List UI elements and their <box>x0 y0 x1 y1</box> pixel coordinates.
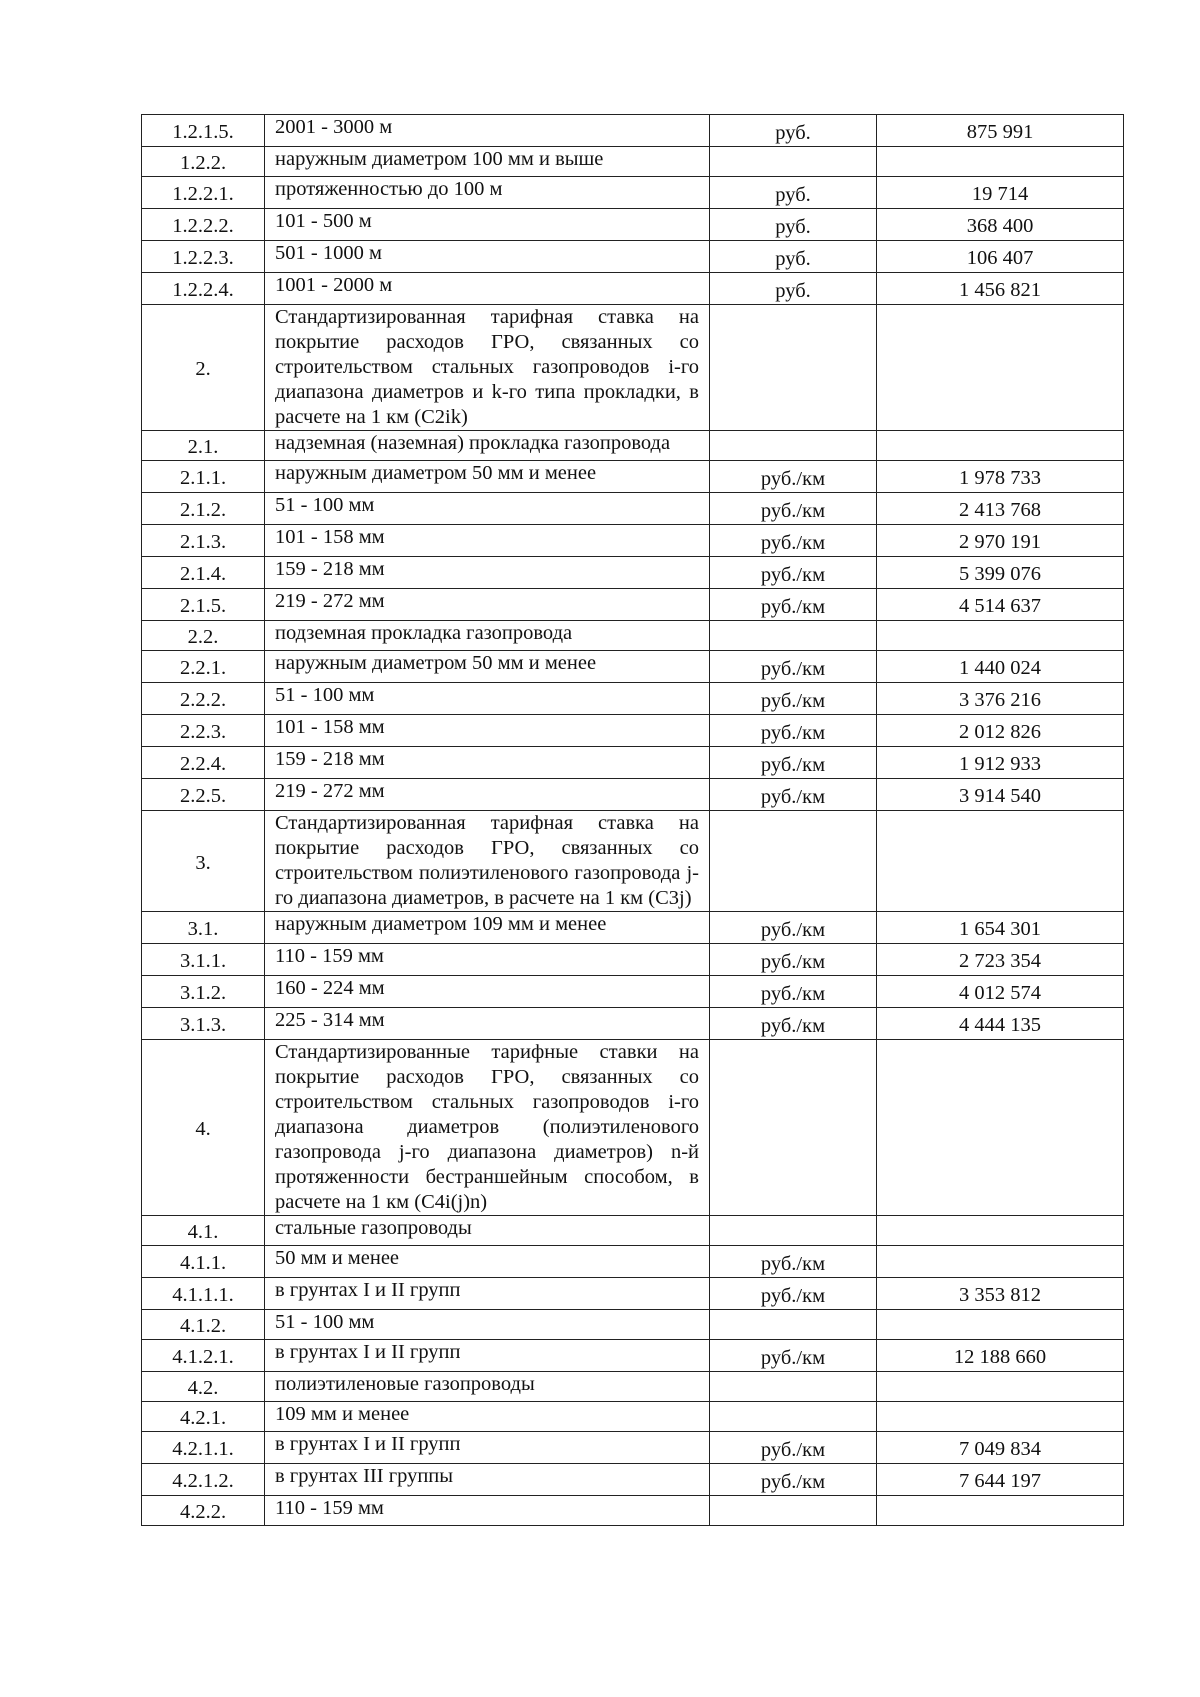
row-unit-cell <box>710 1310 877 1340</box>
row-unit-cell: руб. <box>710 177 877 209</box>
row-unit-cell: руб./км <box>710 779 877 811</box>
row-value-cell: 1 440 024 <box>877 651 1124 683</box>
row-unit-cell <box>710 1402 877 1432</box>
row-unit-cell: руб. <box>710 241 877 273</box>
table-row <box>142 209 1124 241</box>
row-value-cell <box>877 621 1124 651</box>
row-number-cell: 4.2. <box>142 1372 265 1402</box>
table-row <box>142 241 1124 273</box>
table-row <box>142 305 1124 431</box>
row-number-cell: 2.2.3. <box>142 715 265 747</box>
row-description-cell: стальные газопроводы <box>265 1216 710 1246</box>
row-unit-cell: руб. <box>710 209 877 241</box>
row-description-cell: надземная (наземная) прокладка газопровода <box>265 431 710 461</box>
row-unit-cell: руб./км <box>710 1464 877 1496</box>
row-value-cell: 3 376 216 <box>877 683 1124 715</box>
row-description-cell: Стандартизированная тарифная ставка на покрытие расходов ГРО, связанных со строительством полиэтиленового газопровода j-го диапазона диаметров, в расчете на 1 км (C3j) <box>265 811 710 912</box>
table-row <box>142 557 1124 589</box>
row-value-cell <box>877 1310 1124 1340</box>
row-unit-cell <box>710 621 877 651</box>
row-number-cell: 4.1.1.1. <box>142 1278 265 1310</box>
row-value-cell: 1 654 301 <box>877 912 1124 944</box>
table-row <box>142 811 1124 912</box>
row-value-cell <box>877 811 1124 912</box>
row-value-cell: 368 400 <box>877 209 1124 241</box>
row-value-cell <box>877 305 1124 431</box>
row-number-cell: 4.1.2.1. <box>142 1340 265 1372</box>
row-description-cell: 101 - 158 мм <box>265 525 710 557</box>
row-description-cell: Стандартизированная тарифная ставка на покрытие расходов ГРО, связанных со строительством стальных газопроводов i-го диапазона диаметров и k-го типа прокладки, в расчете на 1 км (C2ik) <box>265 305 710 431</box>
row-number-cell: 3.1.2. <box>142 976 265 1008</box>
row-number-cell: 1.2.1.5. <box>142 115 265 147</box>
row-unit-cell <box>710 1040 877 1216</box>
row-description-cell: 110 - 159 мм <box>265 944 710 976</box>
table-row <box>142 683 1124 715</box>
table-row <box>142 1464 1124 1496</box>
row-unit-cell: руб./км <box>710 493 877 525</box>
row-number-cell: 2.2.4. <box>142 747 265 779</box>
row-description-cell: 159 - 218 мм <box>265 747 710 779</box>
row-unit-cell: руб./км <box>710 525 877 557</box>
row-number-cell: 2.1.3. <box>142 525 265 557</box>
row-description-cell: наружным диаметром 109 мм и менее <box>265 912 710 944</box>
row-number-cell: 4.1.1. <box>142 1246 265 1278</box>
row-description-cell: 51 - 100 мм <box>265 1310 710 1340</box>
table-row <box>142 177 1124 209</box>
row-unit-cell <box>710 1216 877 1246</box>
row-description-cell: наружным диаметром 100 мм и выше <box>265 147 710 177</box>
row-number-cell: 2.1. <box>142 431 265 461</box>
row-value-cell: 875 991 <box>877 115 1124 147</box>
row-number-cell: 3.1. <box>142 912 265 944</box>
table-row <box>142 715 1124 747</box>
row-unit-cell: руб./км <box>710 1432 877 1464</box>
row-unit-cell <box>710 1496 877 1526</box>
row-description-cell: в грунтах I и II групп <box>265 1278 710 1310</box>
row-value-cell: 2 012 826 <box>877 715 1124 747</box>
row-number-cell: 1.2.2.1. <box>142 177 265 209</box>
row-number-cell: 1.2.2.2. <box>142 209 265 241</box>
row-unit-cell: руб./км <box>710 683 877 715</box>
row-number-cell: 4.2.1.1. <box>142 1432 265 1464</box>
row-description-cell: 219 - 272 мм <box>265 589 710 621</box>
row-unit-cell: руб./км <box>710 557 877 589</box>
row-unit-cell: руб./км <box>710 944 877 976</box>
table-row <box>142 651 1124 683</box>
table-row <box>142 621 1124 651</box>
table-row <box>142 1402 1124 1432</box>
row-description-cell: наружным диаметром 50 мм и менее <box>265 461 710 493</box>
tariff-table-body <box>142 115 1124 1526</box>
row-unit-cell: руб./км <box>710 1278 877 1310</box>
row-number-cell: 2.2.2. <box>142 683 265 715</box>
row-value-cell <box>877 1402 1124 1432</box>
row-number-cell: 4. <box>142 1040 265 1216</box>
row-number-cell: 4.2.1.2. <box>142 1464 265 1496</box>
table-row <box>142 461 1124 493</box>
row-description-cell: Стандартизированные тарифные ставки на покрытие расходов ГРО, связанных со строительством стальных газопроводов i-го диапазона диаметров (полиэтиленового газопровода j-го диапазона диаметров) n-й протяженности бестраншейным способом, в расчете на 1 км (C4i(j)n) <box>265 1040 710 1216</box>
row-value-cell: 7 049 834 <box>877 1432 1124 1464</box>
table-row <box>142 525 1124 557</box>
table-row <box>142 1372 1124 1402</box>
row-value-cell: 19 714 <box>877 177 1124 209</box>
row-number-cell: 2.1.5. <box>142 589 265 621</box>
row-unit-cell: руб./км <box>710 461 877 493</box>
row-unit-cell: руб./км <box>710 747 877 779</box>
row-value-cell <box>877 1040 1124 1216</box>
table-row <box>142 944 1124 976</box>
row-description-cell: 101 - 500 м <box>265 209 710 241</box>
row-unit-cell: руб./км <box>710 1008 877 1040</box>
row-description-cell: 219 - 272 мм <box>265 779 710 811</box>
row-description-cell: 109 мм и менее <box>265 1402 710 1432</box>
table-row <box>142 779 1124 811</box>
row-value-cell: 106 407 <box>877 241 1124 273</box>
table-row <box>142 493 1124 525</box>
row-number-cell: 2.2. <box>142 621 265 651</box>
row-unit-cell: руб./км <box>710 715 877 747</box>
row-value-cell <box>877 1372 1124 1402</box>
table-row <box>142 1040 1124 1216</box>
row-number-cell: 3.1.1. <box>142 944 265 976</box>
row-description-cell: 160 - 224 мм <box>265 976 710 1008</box>
row-value-cell: 2 723 354 <box>877 944 1124 976</box>
row-number-cell: 1.2.2.3. <box>142 241 265 273</box>
row-number-cell: 2.1.4. <box>142 557 265 589</box>
row-unit-cell: руб./км <box>710 589 877 621</box>
row-unit-cell: руб./км <box>710 1246 877 1278</box>
table-row <box>142 1278 1124 1310</box>
row-description-cell: 1001 - 2000 м <box>265 273 710 305</box>
row-value-cell: 2 413 768 <box>877 493 1124 525</box>
row-description-cell: 51 - 100 мм <box>265 683 710 715</box>
row-description-cell: полиэтиленовые газопроводы <box>265 1372 710 1402</box>
table-row <box>142 147 1124 177</box>
row-value-cell <box>877 431 1124 461</box>
row-number-cell: 2.1.1. <box>142 461 265 493</box>
row-number-cell: 2.1.2. <box>142 493 265 525</box>
row-number-cell: 2.2.1. <box>142 651 265 683</box>
row-description-cell: подземная прокладка газопровода <box>265 621 710 651</box>
row-value-cell: 1 912 933 <box>877 747 1124 779</box>
table-row <box>142 1496 1124 1526</box>
table-row <box>142 912 1124 944</box>
row-value-cell: 4 444 135 <box>877 1008 1124 1040</box>
row-value-cell <box>877 147 1124 177</box>
row-unit-cell <box>710 431 877 461</box>
row-description-cell: 501 - 1000 м <box>265 241 710 273</box>
row-description-cell: в грунтах I и II групп <box>265 1432 710 1464</box>
table-row <box>142 1216 1124 1246</box>
row-unit-cell: руб./км <box>710 976 877 1008</box>
row-value-cell <box>877 1246 1124 1278</box>
row-description-cell: 225 - 314 мм <box>265 1008 710 1040</box>
table-row <box>142 1246 1124 1278</box>
tariff-table <box>141 114 1124 1526</box>
row-number-cell: 2. <box>142 305 265 431</box>
row-unit-cell <box>710 811 877 912</box>
row-value-cell: 3 914 540 <box>877 779 1124 811</box>
row-number-cell: 1.2.2. <box>142 147 265 177</box>
row-value-cell: 12 188 660 <box>877 1340 1124 1372</box>
table-row <box>142 1340 1124 1372</box>
row-description-cell: 110 - 159 мм <box>265 1496 710 1526</box>
row-unit-cell: руб./км <box>710 1340 877 1372</box>
row-number-cell: 4.1. <box>142 1216 265 1246</box>
row-value-cell: 4 514 637 <box>877 589 1124 621</box>
row-number-cell: 2.2.5. <box>142 779 265 811</box>
row-number-cell: 4.1.2. <box>142 1310 265 1340</box>
row-value-cell: 4 012 574 <box>877 976 1124 1008</box>
row-number-cell: 3. <box>142 811 265 912</box>
table-row <box>142 747 1124 779</box>
table-row <box>142 1310 1124 1340</box>
row-description-cell: наружным диаметром 50 мм и менее <box>265 651 710 683</box>
row-number-cell: 4.2.2. <box>142 1496 265 1526</box>
table-row <box>142 589 1124 621</box>
row-unit-cell: руб./км <box>710 912 877 944</box>
row-number-cell: 4.2.1. <box>142 1402 265 1432</box>
row-description-cell: 51 - 100 мм <box>265 493 710 525</box>
table-row <box>142 976 1124 1008</box>
row-unit-cell: руб./км <box>710 651 877 683</box>
table-row <box>142 273 1124 305</box>
row-unit-cell <box>710 1372 877 1402</box>
row-description-cell: 2001 - 3000 м <box>265 115 710 147</box>
row-value-cell: 1 978 733 <box>877 461 1124 493</box>
table-row <box>142 431 1124 461</box>
row-unit-cell: руб. <box>710 273 877 305</box>
row-value-cell <box>877 1216 1124 1246</box>
row-description-cell: в грунтах I и II групп <box>265 1340 710 1372</box>
row-number-cell: 3.1.3. <box>142 1008 265 1040</box>
row-description-cell: 101 - 158 мм <box>265 715 710 747</box>
row-unit-cell: руб. <box>710 115 877 147</box>
row-value-cell: 7 644 197 <box>877 1464 1124 1496</box>
row-description-cell: 159 - 218 мм <box>265 557 710 589</box>
row-description-cell: 50 мм и менее <box>265 1246 710 1278</box>
row-number-cell: 1.2.2.4. <box>142 273 265 305</box>
row-description-cell: протяженностью до 100 м <box>265 177 710 209</box>
row-value-cell: 3 353 812 <box>877 1278 1124 1310</box>
row-unit-cell <box>710 147 877 177</box>
row-value-cell: 2 970 191 <box>877 525 1124 557</box>
table-row <box>142 1008 1124 1040</box>
table-row <box>142 115 1124 147</box>
table-row <box>142 1432 1124 1464</box>
row-value-cell: 5 399 076 <box>877 557 1124 589</box>
row-description-cell: в грунтах III группы <box>265 1464 710 1496</box>
row-unit-cell <box>710 305 877 431</box>
row-value-cell <box>877 1496 1124 1526</box>
row-value-cell: 1 456 821 <box>877 273 1124 305</box>
